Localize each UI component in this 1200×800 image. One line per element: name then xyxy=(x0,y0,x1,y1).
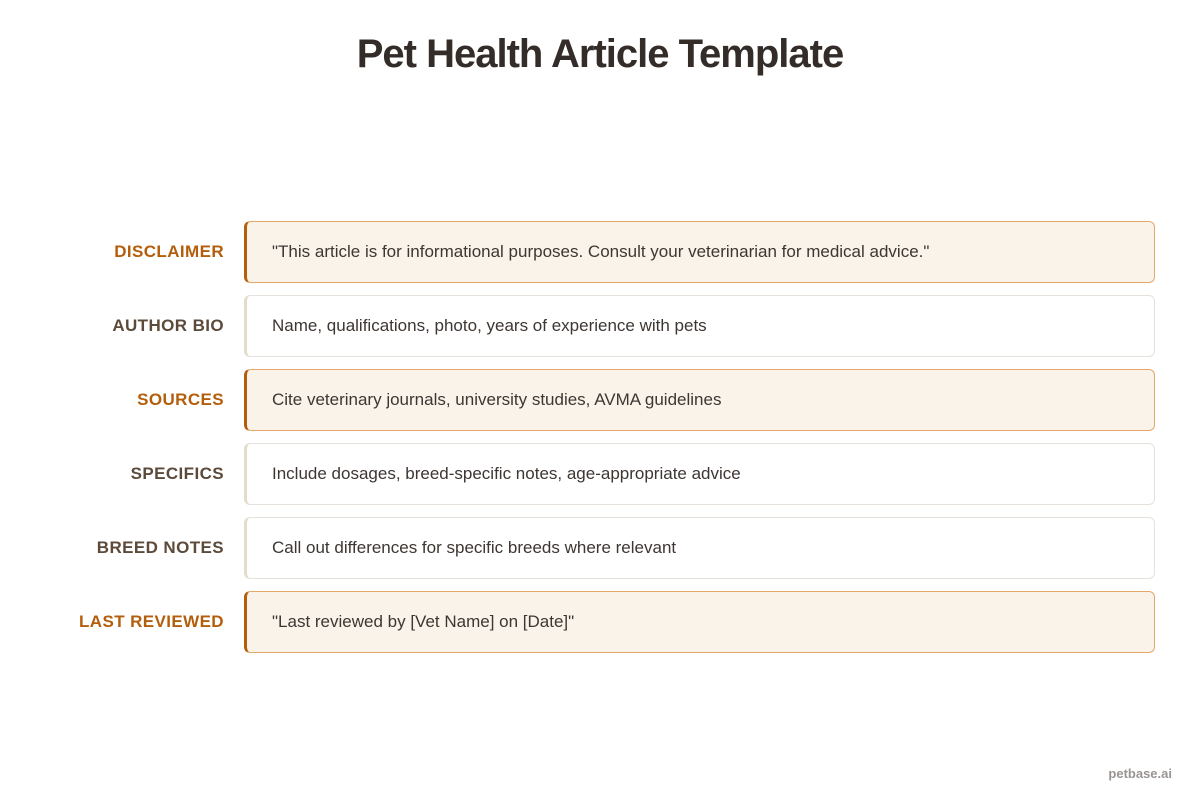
section-row-author-bio xyxy=(0,295,1200,357)
section-row-specifics xyxy=(0,443,1200,505)
section-row-disclaimer xyxy=(0,221,1200,283)
section-content: Include dosages, breed-specific notes, age-appropriate advice xyxy=(244,443,1155,505)
section-label: DISCLAIMER xyxy=(114,242,224,261)
template-sections xyxy=(0,221,1200,665)
section-label: LAST REVIEWED xyxy=(79,612,224,631)
section-content: Cite veterinary journals, university studies, AVMA guidelines xyxy=(244,369,1155,431)
section-label: AUTHOR BIO xyxy=(112,316,224,335)
section-content: "Last reviewed by [Vet Name] on [Date]" xyxy=(244,591,1155,653)
section-content: Call out differences for specific breeds where relevant xyxy=(244,517,1155,579)
section-row-breed-notes xyxy=(0,517,1200,579)
section-label: SPECIFICS xyxy=(130,464,224,483)
footer-brand: petbase.ai xyxy=(1108,766,1172,781)
section-label: BREED NOTES xyxy=(96,538,224,557)
page-title: Pet Health Article Template xyxy=(356,32,844,76)
section-label: SOURCES xyxy=(137,390,224,409)
section-row-last-reviewed xyxy=(0,591,1200,653)
section-row-sources xyxy=(0,369,1200,431)
section-content: Name, qualifications, photo, years of experience with pets xyxy=(244,295,1155,357)
section-content: "This article is for informational purposes. Consult your veterinarian for medical advice." xyxy=(244,221,1155,283)
